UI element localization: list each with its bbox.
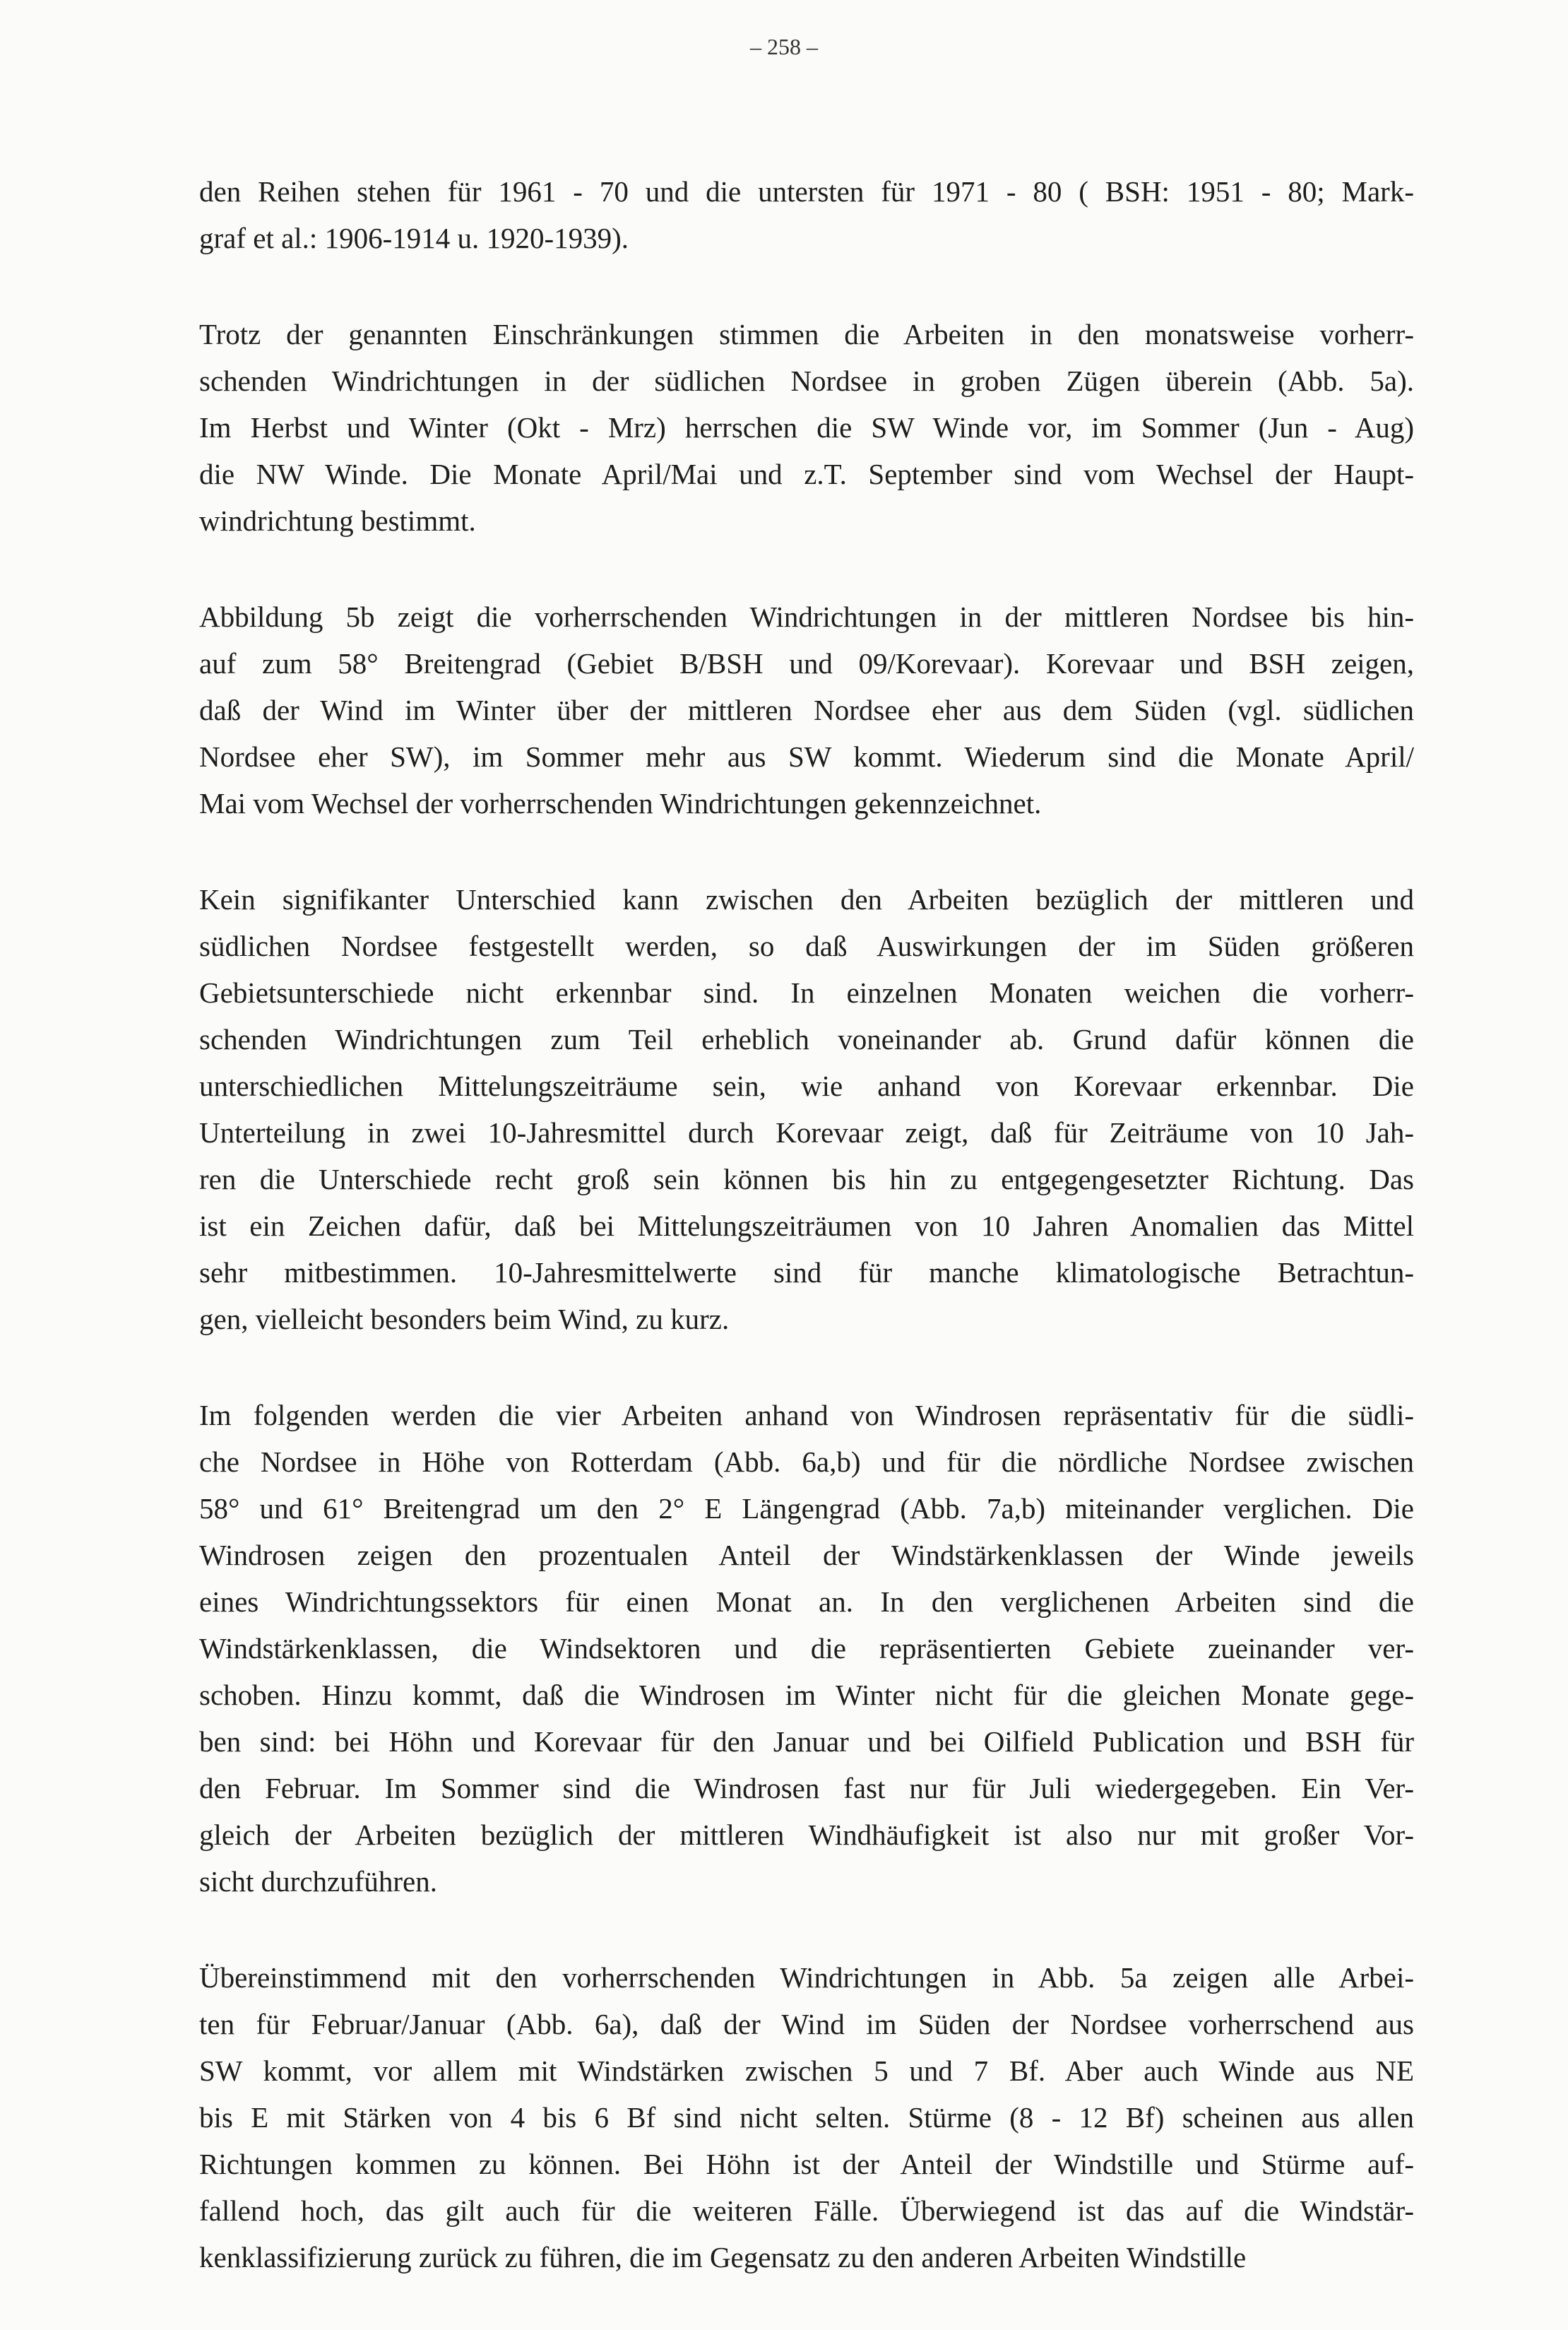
- text-line: den Reihen stehen für 1961 - 70 und die untersten für 1971 - 80 ( BSH: 1951 - 80; Mark-: [199, 175, 1414, 208]
- text-line: Unterteilung in zwei 10-Jahresmittel durch Korevaar zeigt, daß für Zeiträume von 10 Jah-: [199, 1116, 1414, 1149]
- paragraph: [199, 168, 1414, 261]
- text-line: Windrosen zeigen den prozentualen Anteil der Windstärkenklassen der Winde jeweils: [199, 1539, 1414, 1571]
- text-line: Nordsee eher SW), im Sommer mehr aus SW kommt. Wiederum sind die Monate April/: [199, 740, 1414, 773]
- text-line: auf zum 58° Breitengrad (Gebiet B/BSH und 09/Korevaar). Korevaar und BSH zeigen,: [199, 647, 1414, 680]
- text-line: Mai vom Wechsel der vorherrschenden Windrichtungen gekennzeichnet.: [199, 787, 1042, 820]
- text-line: südlichen Nordsee festgestellt werden, so daß Auswirkungen der im Süden größeren: [199, 930, 1414, 962]
- text-line: Gebietsunterschiede nicht erkennbar sind. In einzelnen Monaten weichen die vorherr-: [199, 976, 1414, 1009]
- text-line: Kein signifikanter Unterschied kann zwischen den Arbeiten bezüglich der mittleren und: [199, 883, 1414, 916]
- text-line: SW kommt, vor allem mit Windstärken zwischen 5 und 7 Bf. Aber auch Winde aus NE: [199, 2054, 1414, 2087]
- text-line: kenklassifizierung zurück zu führen, die im Gegensatz zu den anderen Arbeiten Windstille: [199, 2241, 1247, 2273]
- text-line: che Nordsee in Höhe von Rotterdam (Abb. 6a,b) und für die nördliche Nordsee zwischen: [199, 1445, 1414, 1478]
- text-line: schoben. Hinzu kommt, daß die Windrosen im Winter nicht für die gleichen Monate gege-: [199, 1679, 1414, 1711]
- paragraph: [199, 876, 1414, 1342]
- text-line: fallend hoch, das gilt auch für die weiteren Fälle. Überwiegend ist das auf die Windstär-: [199, 2194, 1414, 2227]
- text-line: ten für Februar/Januar (Abb. 6a), daß der Wind im Süden der Nordsee vorherrschend aus: [199, 2008, 1414, 2040]
- text-line: ren die Unterschiede recht groß sein können bis hin zu entgegengesetzter Richtung. Das: [199, 1163, 1414, 1195]
- text-line: Im folgenden werden die vier Arbeiten anhand von Windrosen repräsentativ für die südli-: [199, 1399, 1414, 1431]
- text-line: gen, vielleicht besonders beim Wind, zu kurz.: [199, 1303, 730, 1335]
- paragraph: [199, 311, 1414, 544]
- text-line: bis E mit Stärken von 4 bis 6 Bf sind nicht selten. Stürme (8 - 12 Bf) scheinen aus allen: [199, 2101, 1414, 2134]
- text-line: Übereinstimmend mit den vorherrschenden Windrichtungen in Abb. 5a zeigen alle Arbei-: [199, 1961, 1414, 1994]
- text-line: Im Herbst und Winter (Okt - Mrz) herrschen die SW Winde vor, im Sommer (Jun - Aug): [199, 411, 1414, 444]
- text-line: unterschiedlichen Mittelungszeiträume sein, wie anhand von Korevaar erkennbar. Die: [199, 1070, 1414, 1102]
- text-line: daß der Wind im Winter über der mittleren Nordsee eher aus dem Süden (vgl. südlichen: [199, 694, 1414, 726]
- text-line: die NW Winde. Die Monate April/Mai und z.T. September sind vom Wechsel der Haupt-: [199, 458, 1414, 490]
- text-line: Windstärkenklassen, die Windsektoren und die repräsentierten Gebiete zueinander ver-: [199, 1632, 1414, 1664]
- body-text: [199, 168, 1414, 2330]
- paragraph: [199, 593, 1414, 827]
- text-line: gleich der Arbeiten bezüglich der mittleren Windhäufigkeit ist also nur mit großer Vor-: [199, 1819, 1414, 1851]
- text-line: eines Windrichtungssektors für einen Monat an. In den verglichenen Arbeiten sind die: [199, 1585, 1414, 1618]
- text-line: Abbildung 5b zeigt die vorherrschenden Windrichtungen in der mittleren Nordsee bis hin-: [199, 601, 1414, 633]
- text-line: ist ein Zeichen dafür, daß bei Mittelungszeiträumen von 10 Jahren Anomalien das Mittel: [199, 1210, 1414, 1242]
- text-line: ben sind: bei Höhn und Korevaar für den Januar und bei Oilfield Publication und BSH für: [199, 1725, 1414, 1758]
- text-line: graf et al.: 1906-1914 u. 1920-1939).: [199, 222, 629, 254]
- text-line: sicht durchzuführen.: [199, 1865, 437, 1898]
- text-line: windrichtung bestimmt.: [199, 504, 476, 537]
- paragraph: [199, 1392, 1414, 1905]
- page-number: – 258 –: [750, 34, 818, 59]
- text-line: sehr mitbestimmen. 10-Jahresmittelwerte sind für manche klimatologische Betrachtun-: [199, 1256, 1414, 1289]
- text-line: schenden Windrichtungen zum Teil erheblich voneinander ab. Grund dafür können die: [199, 1023, 1414, 1055]
- text-line: Trotz der genannten Einschränkungen stimmen die Arbeiten in den monatsweise vorherr-: [199, 318, 1414, 350]
- paragraph: [199, 1954, 1414, 2281]
- text-line: Richtungen kommen zu können. Bei Höhn ist der Anteil der Windstille und Stürme auf-: [199, 2148, 1414, 2180]
- text-line: den Februar. Im Sommer sind die Windrosen fast nur für Juli wiedergegeben. Ein Ver-: [199, 1772, 1414, 1804]
- text-line: schenden Windrichtungen in der südlichen Nordsee in groben Zügen überein (Abb. 5a).: [199, 365, 1414, 397]
- text-line: 58° und 61° Breitengrad um den 2° E Längengrad (Abb. 7a,b) miteinander verglichen. Die: [199, 1492, 1414, 1525]
